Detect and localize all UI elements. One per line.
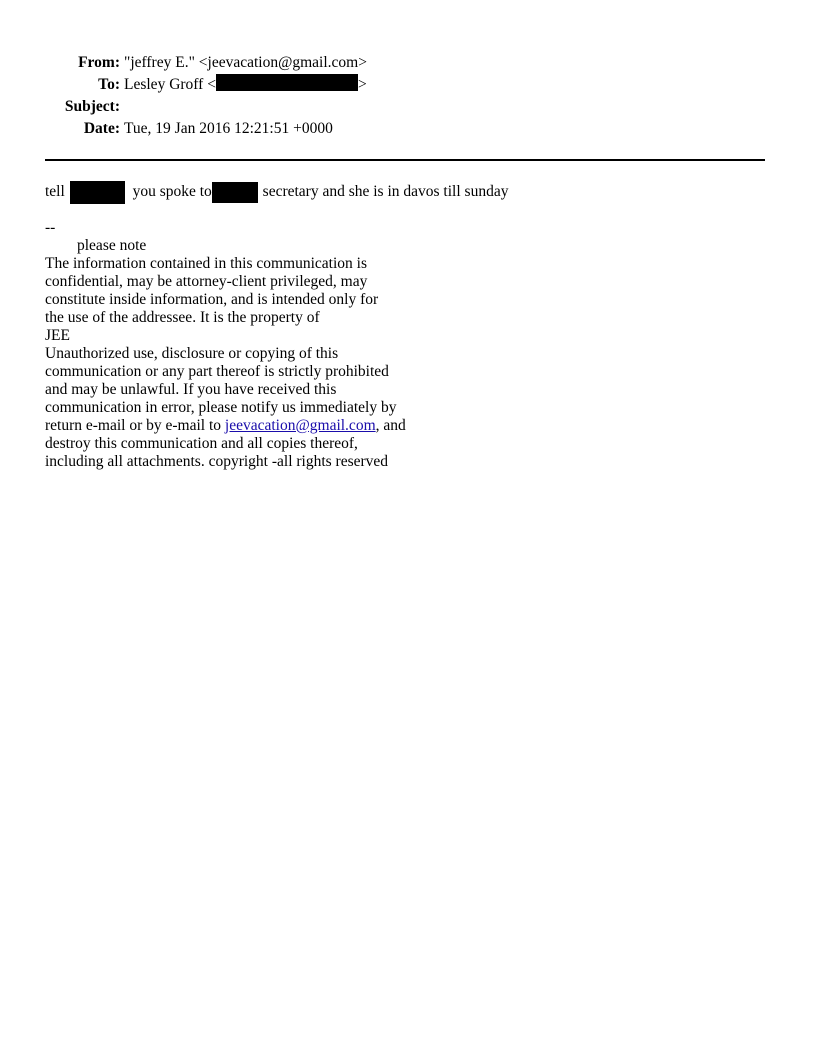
email-link[interactable]: jeevacation@gmail.com [224, 417, 376, 434]
message-body [45, 180, 508, 204]
disclaimer-line: and may be unlawful. If you have received this [45, 381, 337, 398]
subject-row [45, 96, 367, 118]
return-suffix: , and [375, 417, 406, 434]
signature-note: please note [77, 237, 147, 254]
to-row [45, 74, 367, 96]
redaction-box [216, 74, 358, 91]
from-value: "jeffrey E." <jeevacation@gmail.com> [124, 54, 367, 71]
redaction-box [70, 181, 125, 204]
disclaimer-line: communication in error, please notify us immediately by [45, 399, 397, 416]
disclaimer-line: JEE [45, 327, 70, 344]
disclaimer-line: confidential, may be attorney-client privileged, may [45, 273, 368, 290]
body-text-3: secretary and she is in davos till sunday [262, 183, 509, 200]
date-value: Tue, 19 Jan 2016 12:21:51 +0000 [124, 120, 333, 137]
redaction-box [212, 182, 258, 203]
signature-dashes: -- [45, 219, 56, 236]
disclaimer-line: destroy this communication and all copies thereof, [45, 435, 358, 452]
disclaimer-line: the use of the addressee. It is the property of [45, 309, 320, 326]
signature-block [45, 219, 406, 471]
from-label: From: [78, 54, 120, 71]
date-label: Date: [83, 120, 120, 137]
to-close: > [357, 76, 367, 93]
body-text-1: tell [45, 183, 65, 200]
disclaimer-return-line [45, 417, 406, 435]
subject-label: Subject: [64, 98, 120, 115]
disclaimer-line: The information contained in this communication is [45, 255, 367, 272]
return-prefix: return e-mail or by e-mail to [45, 417, 225, 434]
from-row [45, 52, 367, 74]
body-text-2: you spoke to [132, 183, 212, 200]
email-header [45, 52, 367, 140]
disclaimer-line: including all attachments. copyright -all rights reserved [45, 453, 389, 470]
disclaimer-line: Unauthorized use, disclosure or copying of this [45, 345, 339, 362]
to-name: Lesley Groff < [124, 76, 216, 93]
header-divider [45, 159, 765, 161]
date-row [45, 118, 367, 140]
disclaimer-line: communication or any part thereof is strictly prohibited [45, 363, 389, 380]
to-label: To: [98, 76, 120, 93]
disclaimer-line: constitute inside information, and is intended only for [45, 291, 379, 308]
